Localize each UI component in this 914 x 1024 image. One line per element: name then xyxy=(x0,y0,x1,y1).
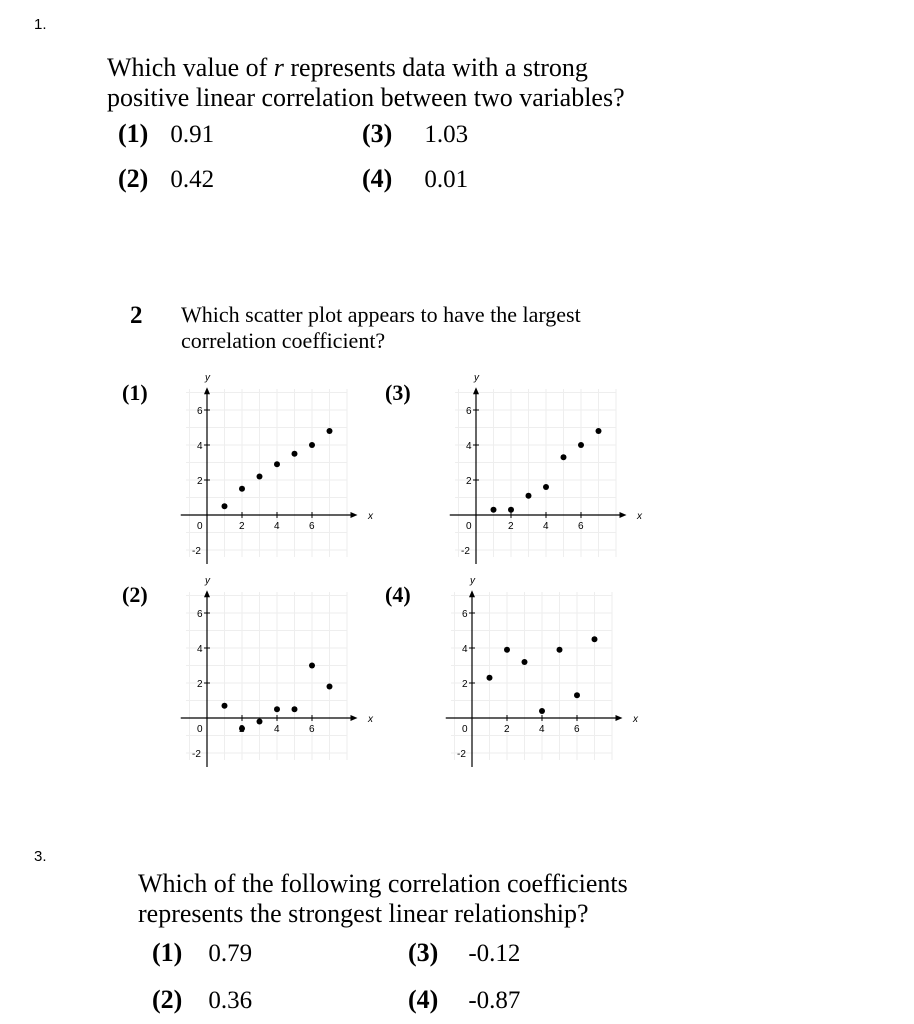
stem-line-1: Which scatter plot appears to have the largest xyxy=(181,302,581,327)
option-label: (3) xyxy=(362,119,393,148)
option-label: (2) xyxy=(118,164,149,193)
x-tick-label: 6 xyxy=(309,724,315,735)
question-number: 1. xyxy=(34,16,47,33)
y-axis-arrow xyxy=(469,590,475,597)
y-tick-label: 4 xyxy=(462,644,468,655)
y-axis-label: y xyxy=(470,575,475,587)
y-tick-label: 6 xyxy=(197,406,203,417)
origin-label: 0 xyxy=(462,724,468,735)
y-tick-label: 6 xyxy=(462,609,468,620)
option-value: 0.91 xyxy=(170,121,215,148)
option-value: 0.79 xyxy=(208,940,253,967)
stem-line-1: Which of the following correlation coefficients xyxy=(138,869,628,898)
stem-line-1: Which value of r represents data with a strong xyxy=(107,53,588,82)
y-axis-label: y xyxy=(474,372,479,384)
answer-option xyxy=(408,938,520,968)
question-stem xyxy=(138,869,838,929)
x-tick-label: 2 xyxy=(504,724,510,735)
origin-label: 0 xyxy=(197,521,203,532)
data-point xyxy=(487,675,493,681)
data-point xyxy=(539,708,545,714)
y-tick-label: 6 xyxy=(466,406,472,417)
x-axis-arrow xyxy=(616,715,623,721)
option-label: (2) xyxy=(152,985,183,1014)
answer-option xyxy=(152,985,252,1015)
option-label: (1) xyxy=(118,119,149,148)
option-value: 0.36 xyxy=(208,987,253,1014)
y-tick-label: 2 xyxy=(197,679,203,690)
x-axis-label: x xyxy=(637,511,642,522)
answer-option xyxy=(152,938,252,968)
y-tick-label: 2 xyxy=(462,679,468,690)
option-label: (4) xyxy=(362,164,393,193)
x-tick-label: 2 xyxy=(508,521,514,532)
plot-label: (4) xyxy=(385,582,411,607)
data-point xyxy=(504,647,510,653)
option-value: 0.01 xyxy=(424,166,469,193)
x-tick-label: 6 xyxy=(578,521,584,532)
y-axis-label: y xyxy=(205,575,210,587)
option-label: (3) xyxy=(408,938,439,967)
option-label: (4) xyxy=(408,985,439,1014)
y-neg-tick-label: -2 xyxy=(192,749,201,760)
plot-label: (1) xyxy=(122,380,148,405)
x-tick-label: 4 xyxy=(539,724,545,735)
y-tick-label: 2 xyxy=(197,476,203,487)
x-axis-label: x xyxy=(368,511,373,522)
y-neg-tick-label: -2 xyxy=(461,546,470,557)
option-value: -0.87 xyxy=(468,987,521,1014)
stem-line-2: correlation coefficient? xyxy=(181,328,386,353)
data-point xyxy=(557,647,563,653)
origin-label: 0 xyxy=(466,521,472,532)
option-value: 0.42 xyxy=(170,166,215,193)
x-tick-label: 4 xyxy=(543,521,549,532)
x-axis-label: x xyxy=(633,714,638,725)
y-tick-label: 6 xyxy=(197,609,203,620)
x-tick-label: 2 xyxy=(239,521,245,532)
data-point xyxy=(522,659,528,665)
stem-line-2: represents the strongest linear relationship? xyxy=(138,899,589,928)
plot-label: (2) xyxy=(122,582,148,607)
variable-r: r xyxy=(273,53,284,82)
answer-option xyxy=(408,985,520,1015)
y-tick-label: 4 xyxy=(466,441,472,452)
y-neg-tick-label: -2 xyxy=(457,749,466,760)
x-tick-label: 4 xyxy=(274,521,280,532)
x-tick-label: 6 xyxy=(574,724,580,735)
data-point xyxy=(592,636,598,642)
stem-line-2: positive linear correlation between two variables? xyxy=(107,83,625,112)
question-number: 2 xyxy=(130,302,143,329)
origin-label: 0 xyxy=(197,724,203,735)
y-neg-tick-label: -2 xyxy=(192,546,201,557)
x-tick-label: 6 xyxy=(309,521,315,532)
data-point xyxy=(574,692,580,698)
y-tick-label: 4 xyxy=(197,644,203,655)
x-tick-label: 4 xyxy=(274,724,280,735)
option-value: -0.12 xyxy=(468,940,521,967)
y-axis-label: y xyxy=(205,372,210,384)
y-tick-label: 4 xyxy=(197,441,203,452)
y-tick-label: 2 xyxy=(466,476,472,487)
option-label: (1) xyxy=(152,938,183,967)
question-number: 3. xyxy=(34,848,47,865)
x-axis-label: x xyxy=(368,714,373,725)
plot-label: (3) xyxy=(385,380,411,405)
option-value: 1.03 xyxy=(424,121,469,148)
